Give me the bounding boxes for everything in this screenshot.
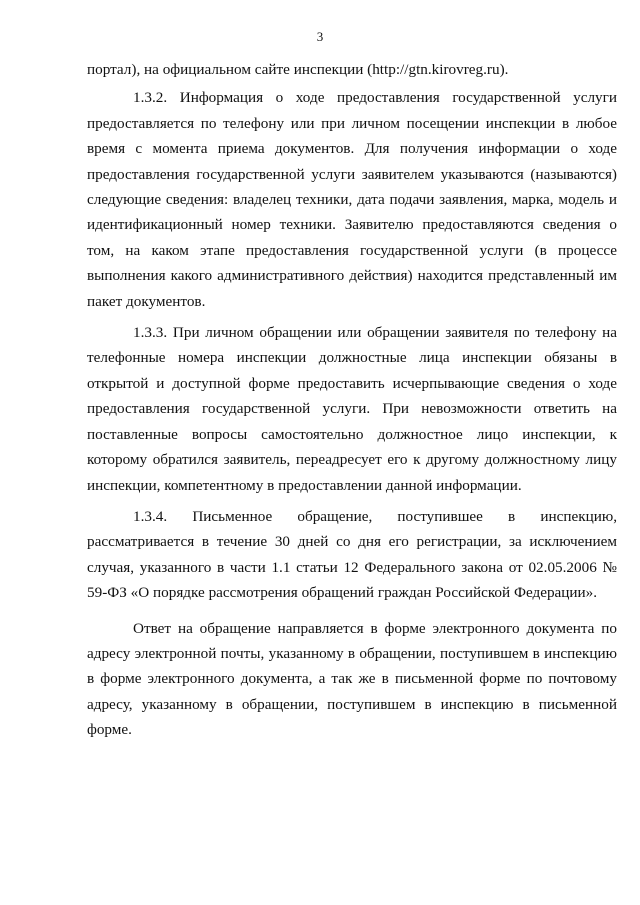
- page-number: 3: [316, 29, 324, 44]
- paragraph-response: Ответ на обращение направляется в форме электронного документа по адресу электронной почты, указанному в обращении, поступившем в инспекцию в форме электронного документа, а так же в письменной форме по почтовому адресу, указанному в обращении, поступившем в инспекцию в письменной форме.: [87, 619, 617, 739]
- paragraph-continuation: портал), на официальном сайте инспекции (http://gtn.kirovreg.ru).: [87, 61, 509, 78]
- document-body: [87, 57, 617, 743]
- paragraph-1-3-2: 1.3.2. Информация о ходе предоставления государственной услуги предоставляется по телефону или при личном посещении инспекции в любое время с момента приема документов. Для получения информации о ходе предоставления государственной услуги заявителем указываются (называются) следующие сведения: владелец техники, дата подачи заявления, марка, модель и идентификационный номер техники. Заявителю предоставляются сведения о том, на каком этапе предоставления государственной услуги (в процессе выполнения какого административного действия) находится представленный им пакет документов.: [87, 89, 617, 310]
- paragraph-1-3-3: 1.3.3. При личном обращении или обращении заявителя по телефону на телефонные номера инспекции должностные лица инспекции обязаны в открытой и доступной форме предоставить исчерпывающие сведения о ходе предоставления государственной услуги. При невозможности ответить на поставленные вопросы самостоятельно должностное лицо инспекции, к которому обратился заявитель, переадресует его к другому должностному лицу инспекции, компетентному в предоставлении данной информации.: [87, 324, 617, 494]
- paragraph-1-3-4: 1.3.4. Письменное обращение, поступившее в инспекцию, рассматривается в течение 30 дней со дня его регистрации, за исключением случая, указанного в части 1.1 статьи 12 Федерального закона от 02.05.2006 № 59-ФЗ «О порядке рассмотрения обращений граждан Российской Федерации».: [87, 507, 617, 602]
